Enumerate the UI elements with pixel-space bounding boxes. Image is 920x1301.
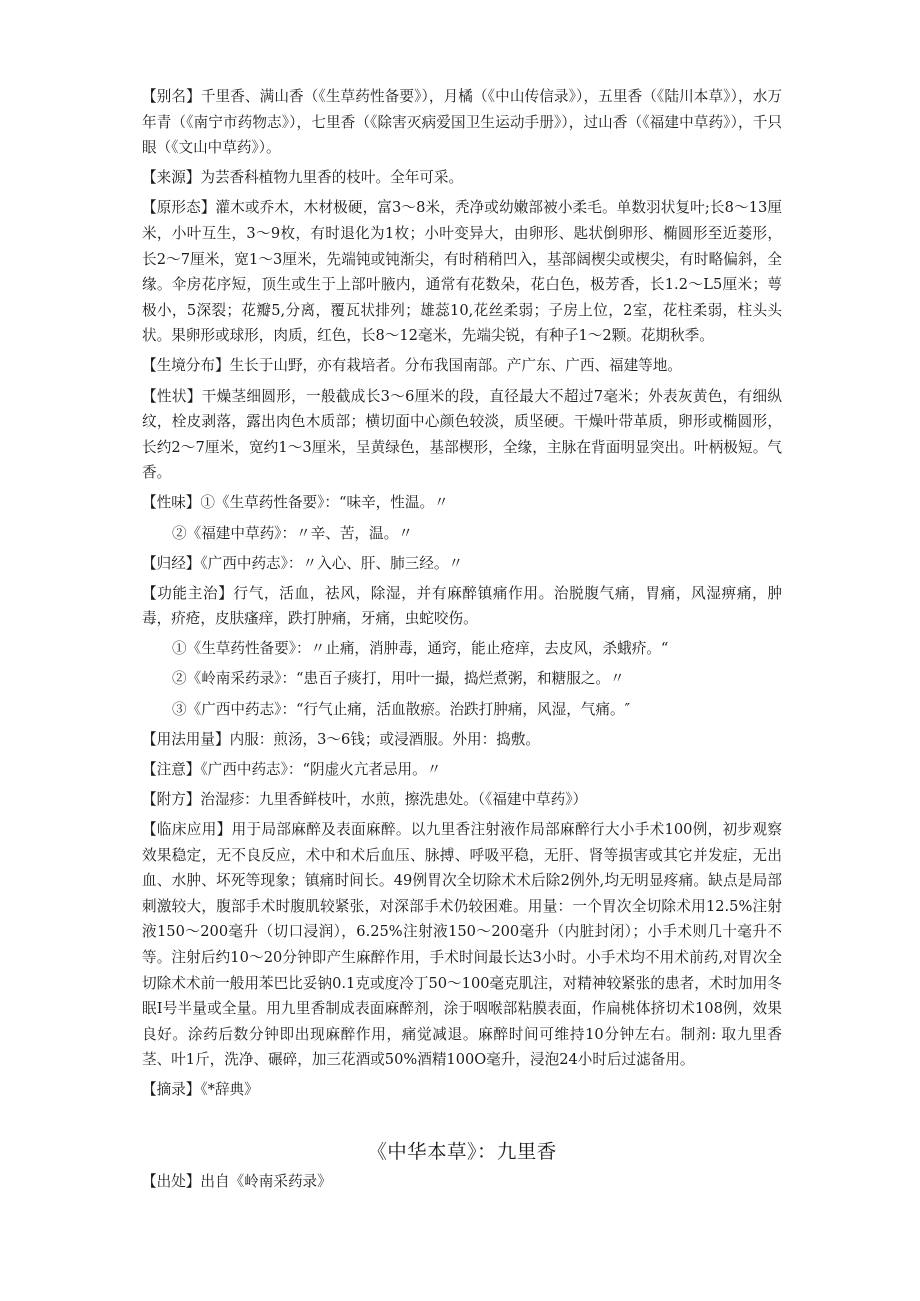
- entry-habitat: 【生境分布】生长于山野，亦有栽培者。分布我国南部。产广东、广西、福建等地。: [142, 357, 682, 375]
- entry-functions-quote-3: ③《广西中药志》：“行气止痛，活血散瘀。治跌打肿痛，风湿，气痛。″: [172, 700, 631, 718]
- entry-dosage: 【用法用量】内服：煎汤，3～6钱；或浸酒服。外用：捣敷。: [142, 730, 541, 748]
- entry-morphology: 【原形态】灌木或乔木，木材极硬，富3～8米，秃净或幼嫩部被小柔毛。单数羽状复叶;长8～13厘米，小叶互生，3～9枚，有时退化为1枚；小叶变异大，由卵形、匙状倒卵形、椭圆形至近菱形，长2～7厘米，宽1～3厘米，先端钝或钝渐尖，有时稍稍凹入，基部阔楔尖或楔尖，有时略偏斜，全缘。伞房花序短，顶生或生于上部叶腋内，通常有花数朵，花白色，极芳香，长1.2～L5厘米；萼极小，5深裂；花瓣5,分离，覆瓦状排列；雄蕊10,花丝柔弱；子房上位，2室，花柱柔弱，柱头头状。果卵形或球形，肉质，红色，长8～12毫米，先端尖锐，有种子1～2颗。花期秋季。: [142, 199, 782, 345]
- entry-clinical: 【临床应用】用于局部麻醉及表面麻醉。以九里香注射液作局部麻醉行大小手术100例，初步观察效果稳定，无不良反应，术中和术后血压、脉搏、呼吸平稳，无肝、肾等损害或其它并发症，无出血、水肿、坏死等现象；镇痛时间长。49例胃次全切除术术后除2例外,均无明显疼痛。缺点是局部刺激较大，腹部手术时腹肌较紧张，对深部手术仍较困难。用量：一个胃次全切除术用12.5%注射液150～200毫升（切口浸润），6.25%注射液150～200毫升（内脏封闭）；小手术则几十毫升不等。注射后约10～20分钟即产生麻醉作用，手术时间最长达3小时。小手术均不用术前药,对胃次全切除术术前一般用苯巴比妥钠0.1克或度冷丁50～100毫克肌注，对精神较紧张的患者，术时加用冬眠I号半量或全量。用九里香制成表面麻醉剂，涂于咽喉部粘膜表面，作扁桃体挤切术108例，效果良好。涂药后数分钟即出现麻醉作用，痛觉减退。麻醉时间可维持10分钟左右。制剂: 取九里香茎、叶1斤，洗净、碾碎，加三花酒或50%酒精100O毫升，浸泡24小时后过滤备用。: [142, 820, 782, 1069]
- entry-functions-quote-2: ②《岭南采药录》：“患百子痰打，用叶一撮，捣烂煮粥，和糖服之。〃: [172, 670, 625, 688]
- section-title: 《中华本草》：九里香: [367, 1139, 557, 1163]
- entry-taste: 【性味】①《生草药性备要》：“味辛，性温。〃: [142, 494, 449, 512]
- entry-functions: 【功能主治】行气，活血，祛风，除湿，并有麻醉镇痛作用。治脱腹气痛，胃痛，风湿痹痛，肿毒，疥疮，皮肤瘙痒，跌打肿痛，牙痛，虫蛇咬伤。: [142, 584, 782, 628]
- entry-taste-quote-2: ②《福建中草药》：〃辛、苦，温。〃: [172, 524, 413, 542]
- entry-origin: 【来源】为芸香科植物九里香的枝叶。全年可采。: [142, 169, 464, 187]
- document-body: [142, 84, 782, 1199]
- entry-characteristics: 【性状】干燥茎细圆形，一般截成长3～6厘米的段，直径最大不超过7毫米；外表灰黄色，有细纵纹，栓皮剥落，露出肉色木质部；横切面中心颜色较淡，质坚硬。干燥叶带革质，卵形或椭圆形，长约2～7厘米，宽约1～3厘米，呈黄绿色，基部楔形，全缘，主脉在背面明显突出。叶柄极短。气香。: [142, 387, 782, 482]
- entry-caution: 【注意】《广西中药志》：“阴虚火亢者忌用。〃: [142, 760, 442, 778]
- entry-prescription: 【附方】治湿疹：九里香鲜枝叶，水煎，擦洗患处。（《福建中草药》）: [142, 790, 588, 808]
- entry-excerpt: 【摘录】《*辞典》: [142, 1081, 259, 1099]
- entry-meridian: 【归经】《广西中药志》：〃入心、肝、肺三经。〃: [142, 554, 464, 572]
- entry-source: 【出处】出自《岭南采药录》: [142, 1172, 332, 1190]
- entry-functions-quote-1: ①《生草药性备要》：〃止痛，消肿毒，通窍，能止疮痒，去皮风，杀蛾疥。“: [172, 640, 669, 658]
- entry-alias: 【别名】千里香、满山香（《生草药性备要》），月橘（《中山传信录》），五里香（《陆川本草》），水万年青（《南宁市药物志》），七里香（《除害灭病爱国卫生运动手册》），过山香（《福建中草药》），千只眼（《文山中草药》）。: [142, 88, 782, 157]
